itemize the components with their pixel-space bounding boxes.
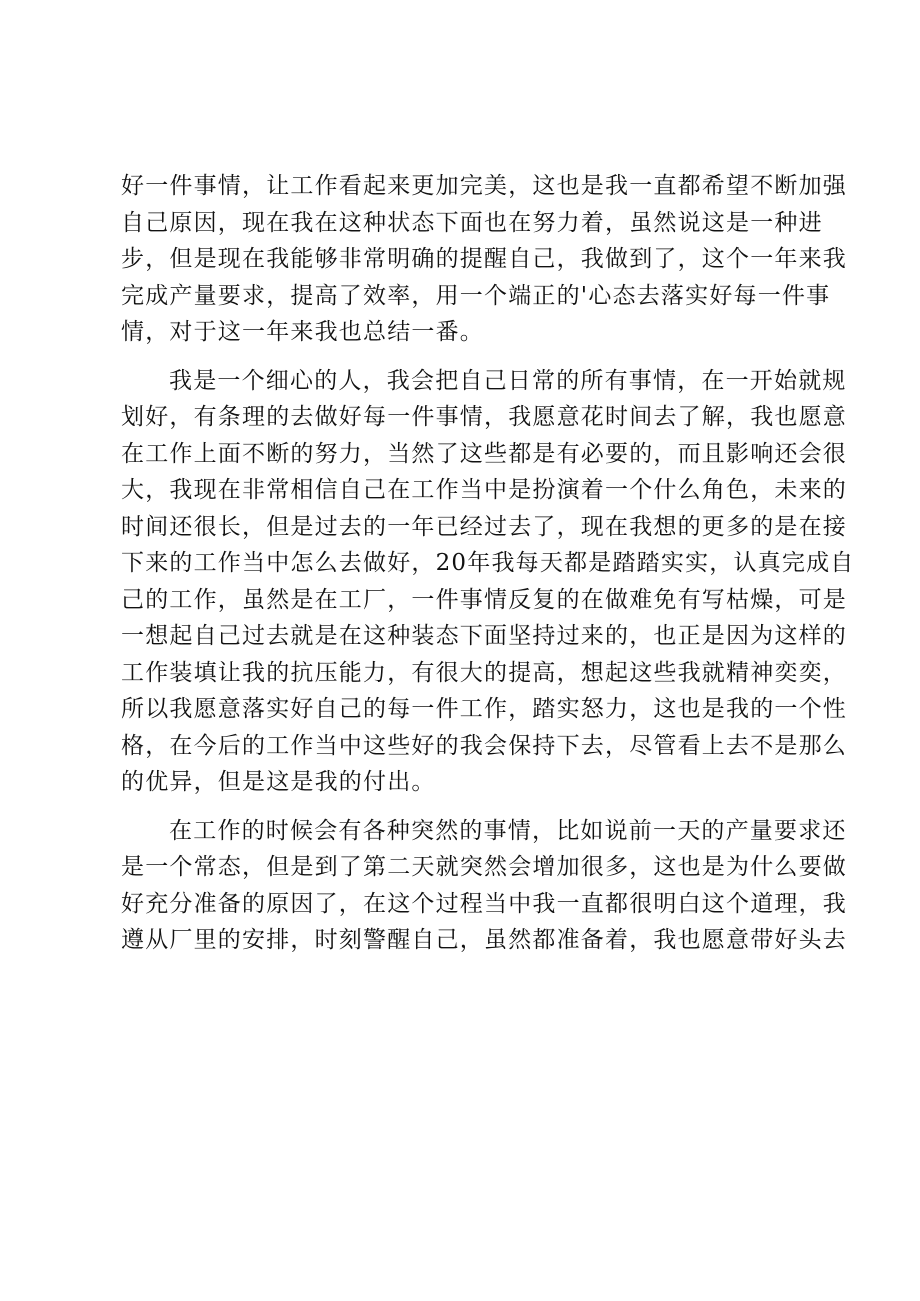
text-line: 所以我愿意落实好自己的每一件工作，踏实怒力，这也是我的一个性 xyxy=(121,696,847,722)
text-line: 自己原因，现在我在这种状态下面也在努力着，虽然说这是一种进 xyxy=(121,209,823,236)
paragraph-2 xyxy=(121,363,855,801)
text-line: 情，对于这一年来我也总结一番。 xyxy=(121,319,484,345)
text-line: 完成产量要求，提高了效率，用一个端正的'心态去落实好每一件事 xyxy=(121,282,831,309)
text-line: 我是一个细心的人，我会把自己日常的所有事情，在一开始就规 xyxy=(169,367,847,394)
text-line: 时间还很长，但是过去的一年已经过去了，现在我想的更多的是在接 xyxy=(121,513,847,540)
text-line: 己的工作，虽然是在工厂，一件事情反复的在做难免有写枯燥，可是 xyxy=(121,586,847,613)
text-line: 大，我现在非常相信自己在工作当中是扮演着一个什么角色，未来的 xyxy=(121,477,847,503)
paragraph-3 xyxy=(121,813,847,959)
text-line: 一想起自己过去就是在这种装态下面坚持过来的，也正是因为这样的 xyxy=(121,623,847,649)
text-line: 好一件事情，让工作看起来更加完美，这也是我一直都希望不断加强 xyxy=(121,173,847,199)
text-line: 划好，有条理的去做好每一件事情，我愿意花时间去了解，我也愿意 xyxy=(121,404,847,430)
document-body xyxy=(121,168,855,959)
text-line: 格，在今后的工作当中这些好的我会保持下去，尽管看上去不是那么 xyxy=(121,732,847,759)
text-line: 在工作上面不断的努力，当然了这些都是有必要的，而且影响还会很 xyxy=(121,440,847,467)
text-line: 在工作的时候会有各种突然的事情，比如说前一天的产量要求还 xyxy=(169,817,847,844)
paragraph-1 xyxy=(121,168,847,351)
text-line: 的优异，但是这是我的付出。 xyxy=(121,769,436,795)
text-line: 下来的工作当中怎么去做好，20年我每天都是踏踏实实，认真完成自 xyxy=(121,550,855,576)
text-line: 好充分准备的原因了，在这个过程当中我一直都很明白这个道理，我 xyxy=(121,890,847,917)
text-line: 步，但是现在我能够非常明确的提醒自己，我做到了，这个一年来我 xyxy=(121,246,847,272)
text-line: 是一个常态，但是到了第二天就突然会增加很多，这也是为什么要做 xyxy=(121,854,847,880)
text-line: 工作装填让我的抗压能力，有很大的提高，想起这些我就精神奕奕， xyxy=(121,659,847,686)
text-line: 遵从厂里的安排，时刻警醒自己，虽然都准备着，我也愿意带好头去 xyxy=(121,927,847,953)
